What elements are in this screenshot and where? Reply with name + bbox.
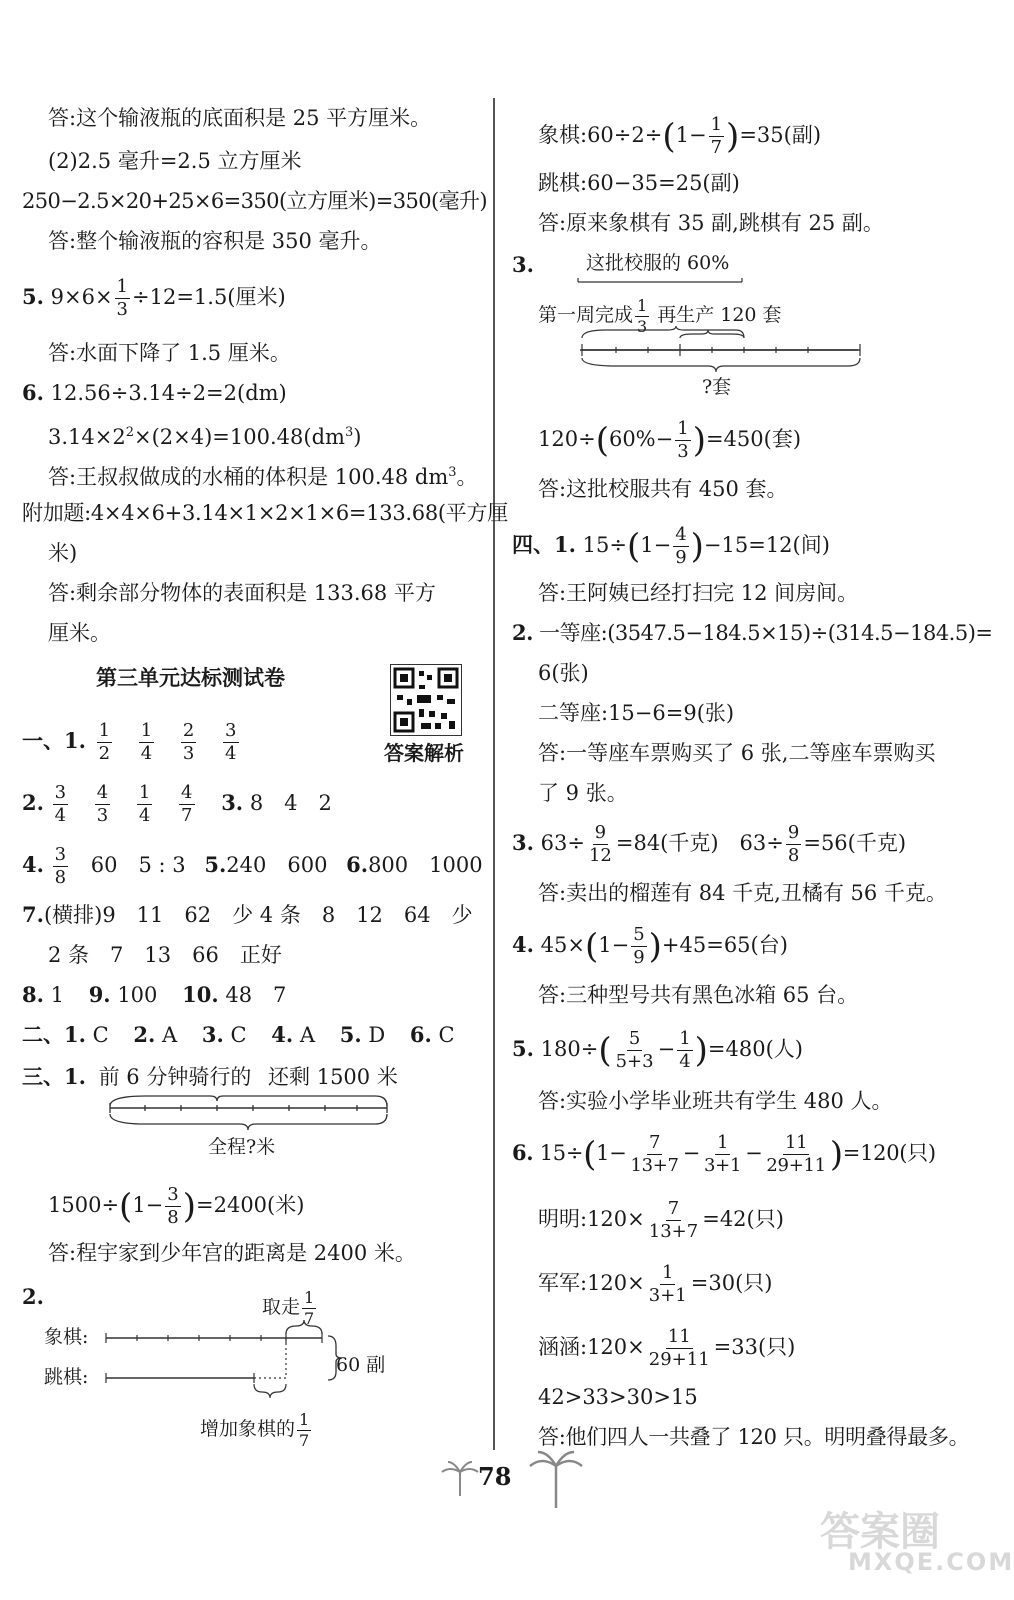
qr-caption: 答案解析 xyxy=(384,741,464,765)
answer-line: 厘米。 xyxy=(48,621,111,645)
question-5: 5. 9×6× $\frac{1}{3}$ ÷12=1.5(厘米) xyxy=(22,276,286,320)
answer-line: 答:他们四人一共叠了 120 只。明明叠得最多。 xyxy=(538,1425,970,1449)
text-line: 6(张) xyxy=(538,661,589,685)
section4-q1: 四、1. 15÷(1− $\frac{4}{9}$ )−15=12(间) xyxy=(512,524,830,568)
text-line: 2 条 7 13 66 正好 xyxy=(48,943,282,967)
equation-line: 120÷(60%− $\frac{1}{3}$ )=450(套) xyxy=(538,418,802,462)
section2-answers: 二、1. C 2. A 3. C 4. A 5. D 6. C xyxy=(22,1022,455,1047)
answer-line: 答:王叔叔做成的水桶的体积是 100.48 $dm^3$。 xyxy=(48,465,478,489)
answer-line: 答:这批校服共有 450 套。 xyxy=(538,477,788,501)
equation-line: 军军:120× $\frac{1}{3+1}$ =30(只) xyxy=(538,1262,773,1306)
qr-code-icon xyxy=(391,665,461,735)
line-diagram-3 xyxy=(572,276,872,326)
answer-line: 答:整个输液瓶的容积是 350 毫升。 xyxy=(48,229,382,253)
diagram-row-label: 象棋: xyxy=(44,1326,89,1348)
palm-tree-icon xyxy=(526,1450,586,1510)
section4-q4: 4. 45×(1− $\frac{5}{9}$ )+45=65(台) xyxy=(512,924,788,968)
section1-q8-q10: 8. 1 9. 100 10. 48 7 xyxy=(22,982,287,1007)
section1-q1: 一、1. $\frac{1}{2}$ $\frac{1}{4}$ $\frac{2}{3}$ $\frac{3}{4}$ xyxy=(22,720,237,764)
question-number: 2. xyxy=(22,1284,44,1309)
equation-line: 明明:120× $\frac{7}{13+7}$ =42(只) xyxy=(538,1198,784,1242)
answer-line: 答:原来象棋有 35 副,跳棋有 25 副。 xyxy=(538,211,884,235)
diagram-label: 第一周完成 $\frac{1}{3}$ 再生产 120 套 xyxy=(538,295,782,336)
diagram-label: 增加象棋的 $\frac{1}{7}$ xyxy=(200,1409,310,1450)
watermark-url: MXQE.COM xyxy=(848,1548,1014,1576)
diagram-row-label: 跳棋: xyxy=(44,1366,89,1388)
equation-line: 二等座:15−6=9(张) xyxy=(538,701,735,725)
watermark-logo: 答案圈 xyxy=(820,1509,940,1555)
diagram-label: 取走 $\frac{1}{7}$ xyxy=(262,1287,315,1328)
section-title: 第三单元达标测试卷 xyxy=(96,666,285,690)
equation-line: 跳棋:60−35=25(副) xyxy=(538,171,740,195)
answer-line: 答:水面下降了 1.5 厘米。 xyxy=(48,341,291,365)
answer-line: 答:程宇家到少年宫的距离是 2400 米。 xyxy=(48,1241,416,1265)
answer-line: 了 9 张。 xyxy=(538,781,628,805)
question-6: 6. 12.56÷3.14÷2=2(dm) xyxy=(22,380,287,405)
page-number: 78 xyxy=(478,1462,512,1491)
answer-line: 答:剩余部分物体的表面积是 133.68 平方 xyxy=(48,581,436,605)
equation-line: 涵涵:120× $\frac{11}{29+11}$ =33(只) xyxy=(538,1326,796,1370)
section4-q6: 6. 15÷(1− $\frac{7}{13+7}$ − $\frac{1}{3+1}$ − $\frac{11}{29+11}$ )=120(只) xyxy=(512,1132,936,1176)
question-number: 3. xyxy=(512,252,534,277)
equation-line: $3.14\times 2^2\times(2\times 4)=100.48(dm^3)$ xyxy=(48,425,362,449)
section4-q5: 5. 180÷( $\frac{5}{5+3}$ − $\frac{1}{4}$ )=480(人) xyxy=(512,1028,803,1072)
answer-line: 答:一等座车票购买了 6 张,二等座车票购买 xyxy=(538,741,936,765)
section4-q3: 3. 63÷ $\frac{9}{12}$ =84(千克) 63÷ $\frac{9}{8}$ =56(千克) xyxy=(512,822,907,866)
palm-tree-icon xyxy=(440,1458,480,1498)
text-line: 米) xyxy=(48,541,78,565)
answer-line: 答:三种型号共有黑色冰箱 65 台。 xyxy=(538,983,859,1007)
qr-code[interactable] xyxy=(390,664,462,736)
section4-q2: 2. 一等座:(3547.5−184.5×15)÷(314.5−184.5)= xyxy=(512,620,993,645)
diagram-label: 全程?米 xyxy=(208,1136,276,1158)
diagram-label: 60 副 xyxy=(336,1354,386,1376)
line-diagram-2 xyxy=(100,1318,340,1418)
diagram-label: ?套 xyxy=(702,376,732,398)
bonus-question: 附加题:4×4×6+3.14×1×2×1×6=133.68(平方厘 xyxy=(22,501,508,525)
text-line: (2)2.5 毫升=2.5 立方厘米 xyxy=(48,149,302,173)
column-divider xyxy=(493,98,495,1450)
equation-line: 250−2.5×20+25×6=350(立方厘米)=350(毫升) xyxy=(22,189,487,213)
equation-line: 象棋:60÷2÷(1− $\frac{1}{7}$ )=35(副) xyxy=(538,114,822,158)
section3-q1: 三、1. 前 6 分钟骑行的 还剩 1500 米 xyxy=(22,1064,398,1089)
diagram-label: 这批校服的 60% xyxy=(586,252,730,274)
section1-q4-q6: 4. $\frac{3}{8}$ 60 5 : 3 5.240 600 6.800 1000 xyxy=(22,844,483,888)
section1-q7: 7.(横排)9 11 62 少 4 条 8 12 64 少 xyxy=(22,902,473,927)
answer-line: 答:这个输液瓶的底面积是 25 平方厘米。 xyxy=(48,106,432,130)
equation-line: 1500÷(1− $\frac{3}{8}$ )=2400(米) xyxy=(48,1184,305,1228)
comparison-line: 42>33>30>15 xyxy=(538,1385,698,1409)
answer-line: 答:王阿姨已经打扫完 12 间房间。 xyxy=(538,581,859,605)
section1-q2-q3: 2. $\frac{3}{4}$ $\frac{4}{3}$ $\frac{1}{4}$ $\frac{4}{7}$ 3. 8 4 2 xyxy=(22,782,332,826)
answer-line: 答:实验小学毕业班共有学生 480 人。 xyxy=(538,1089,893,1113)
answer-line: 答:卖出的榴莲有 84 千克,丑橘有 56 千克。 xyxy=(538,881,947,905)
